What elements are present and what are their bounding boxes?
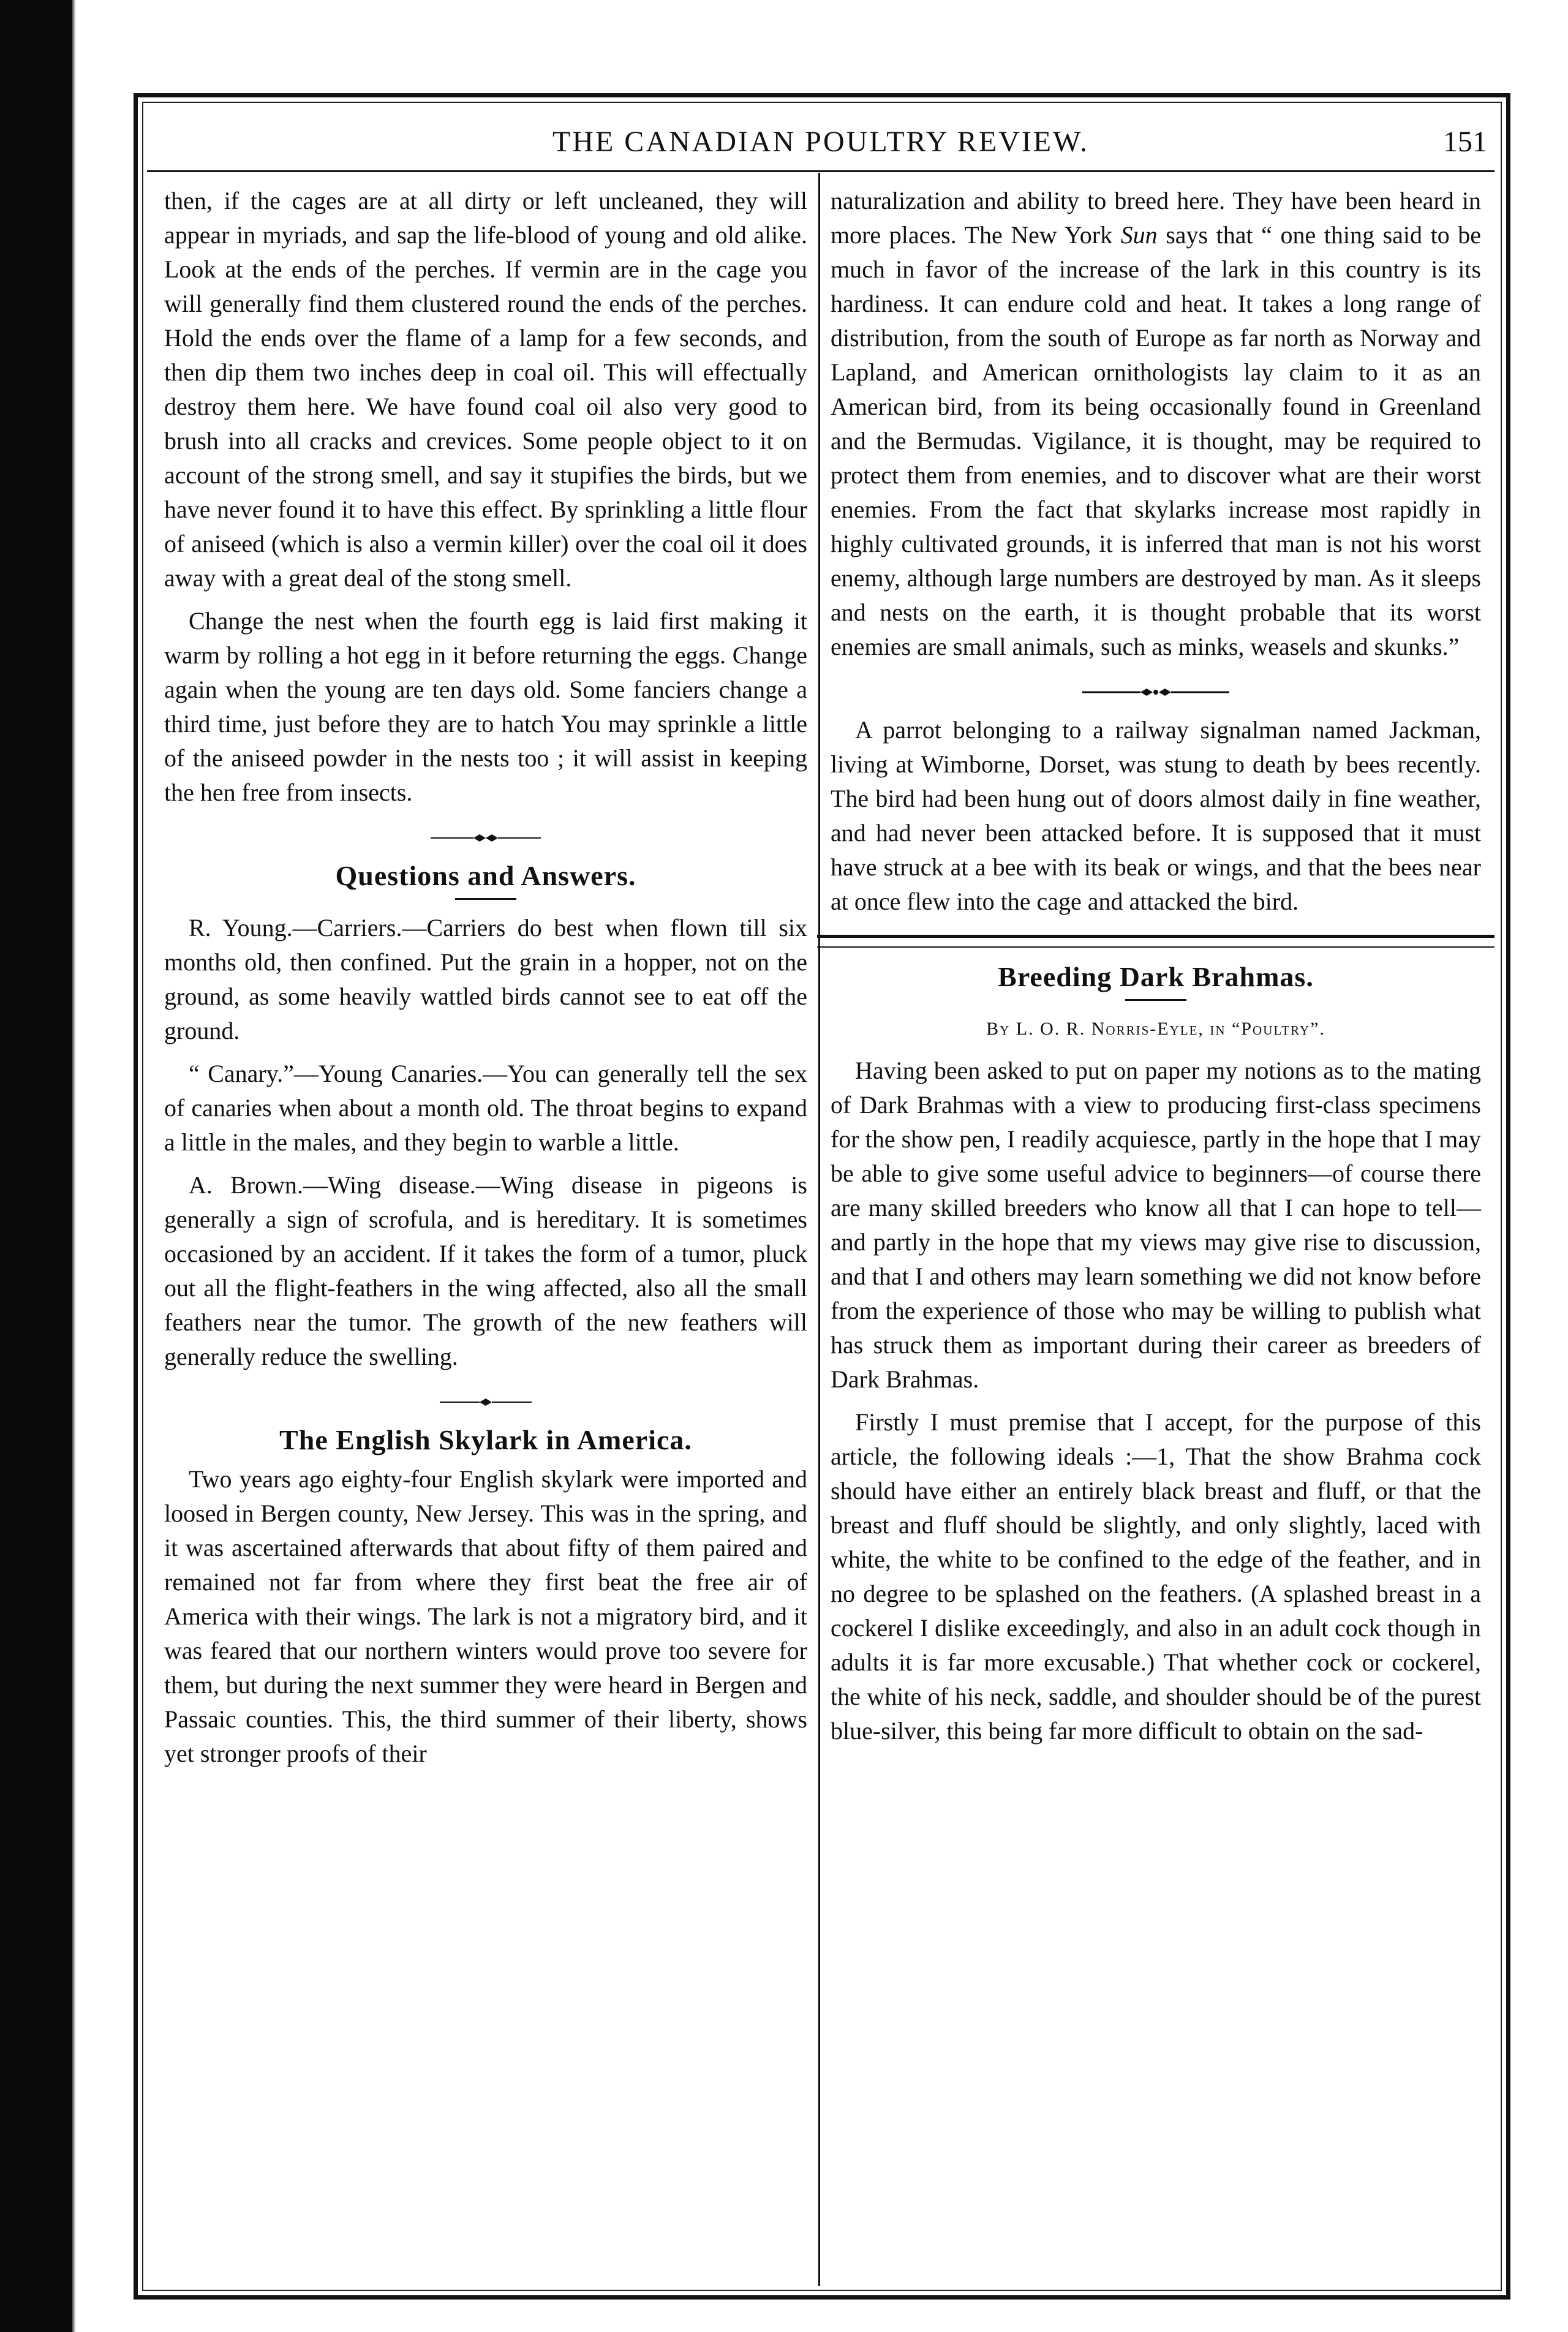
section-ornament [164,821,807,855]
right-column [831,184,1481,1748]
running-title: THE CANADIAN POULTRY REVIEW. [552,126,1089,158]
brahmas-byline: By L. O. R. Norris-Eyle, in “Poultry”. [986,1019,1325,1039]
nest-paragraph: Change the nest when the fourth egg is laid first making it warm by rolling a hot egg in it before returning the eggs. Change again when the young are ten days old. Some fanciers change a third time, just before they are to hatch You may sprinkle a little of the aniseed powder in the nests too ; it will assist in keeping the hen free from insects. [164,607,807,806]
section-ornament [164,1385,807,1419]
heading-rule [1125,999,1186,1001]
article-separator-rule [817,935,1494,948]
skylark-paragraph: Two years ago eighty-four English skylark were imported and loosed in Bergen county, New Jersey. This was in the spring, and it was ascertained afterwards that about fifty of them paired and remained not far from where they first beat the free air of America with their wings. The lark is not a migratory bird, and it was feared that our northern winters would prove too severe for them, but during the next summer they were heard in Bergen and Passaic counties. This, the third summer of their liberty, shows yet stronger proofs of their [164,1465,807,1767]
skylark-continued-text-b: says that “ one thing said to be much in favor of the increase of the lark in this country is its hardiness. It can endure cold and heat. It takes a long range of distribution, from the south of Europe as far north as Norway and Lapland, and American ornithologists lay claim to it as an American bird, from its being occasionally found in Greenland and the Bermudas. Vigilance, it is thought, may be required to protect them from enemies, and to discover what are their worst enemies. From the fact that skylarks increase most rapidly in highly cultivated grounds, it is inferred that man is not his worst enemy, although large numbers are destroyed by man. As it sleeps and nests on the earth, it is thought probable that its worst enemies are small animals, such as minks, weasels and skunks.” [831,221,1482,660]
header-rule [147,170,1494,172]
parrot-paragraph: A parrot belonging to a railway signalman named Jackman, living at Wimborne, Dorset, was stung to death by bees recently. The bird had been hung out of doors almost daily in fine weather, and had never been attacked before. It is supposed that it must have struck at a bee with its beak or wings, and that the bees near at once flew into the cage and attacked the bird. [831,716,1481,915]
heading-rule [455,898,516,900]
brahmas-paragraph-1: Having been asked to put on paper my notions as to the mating of Dark Brahmas with a view to producing first-class specimens for the show pen, I readily acquiesce, partly in the hope that I may be able to give some useful advice to beginners—of course there are many skilled breeders who know all that I can hope to tell—and partly in the hope that my views may give rise to discussion, and that I and others may learn something we did not know before from the experience of those who may be willing to publish what has struck them as important during their career as breeders of Dark Brahmas. [831,1057,1481,1393]
questions-answers-heading: Questions and Answers. [335,860,636,891]
column-rule [818,173,820,2286]
newspaper-name: Sun [1120,221,1158,249]
skylark-continued-text-a: naturalization and ability to breed here. They have been heard in more places. The New York [831,187,1481,249]
qa-young-paragraph: R. Young.—Carriers.—Carriers do best when flown till six months old, then confined. Put the grain in a hopper, not on the ground, as some heavily wattled birds cannot see to eat off the ground. [164,914,807,1044]
vermin-paragraph: then, if the cages are at all dirty or left uncleaned, they will appear in myriads, and sap the life-blood of young and old alike. Look at the ends of the perches. If vermin are in the cage you will generally find them clustered round the ends of the perches. Hold the ends over the flame of a lamp for a few seconds, and then dip them two inches deep in coal oil. This will effectually destroy them here. We have found coal oil also very good to brush into all cracks and crevices. Some people object to it on account of the strong smell, and say it stupifies the birds, but we have never found it to have this effect. By sprinkling a little flour of aniseed (which is also a vermin killer) over the coal oil it does away with a great deal of the stong smell. [164,187,807,592]
qa-canary-paragraph: “ Canary.”—Young Canaries.—You can generally tell the sex of canaries when about a month old. The throat begins to expand a little in the males, and they begin to warble a little. [164,1060,807,1156]
brahmas-heading: Breeding Dark Brahmas. [998,961,1314,992]
skylark-heading: The English Skylark in America. [279,1424,692,1455]
page-number: 151 [1443,126,1487,158]
skylark-continued-paragraph [831,184,1481,664]
qa-brown-paragraph: A. Brown.—Wing disease.—Wing disease in pigeons is generally a sign of scrofula, and is hereditary. It is sometimes occasioned by an accident. If it takes the form of a tumor, pluck out all the flight-feathers in the wing affected, also all the small feathers near the tumor. The growth of the new feathers will generally reduce the swelling. [164,1171,807,1370]
brahmas-paragraph-2: Firstly I must premise that I accept, for the purpose of this article, the following ideals :—1, That the show Brahma cock should have either an entirely black breast and fluff, or that the breast and fluff should be slightly, and only slightly, laced with white, the white to be confined to the edge of the feather, and in no degree to be splashed on the feathers. (A splashed breast in a cockerel I dislike exceedingly, and also in an adult cock though in adults it is far more excusable.) That whether cock or cockerel, the white of his neck, saddle, and shoulder should be of the purest blue-silver, this being far more difficult to obtain on the sad- [831,1408,1481,1745]
page-header [147,120,1494,169]
section-ornament [831,675,1481,709]
binding-spine [0,0,72,2332]
binding-spine-edge [72,0,76,2332]
left-column [164,184,807,1771]
